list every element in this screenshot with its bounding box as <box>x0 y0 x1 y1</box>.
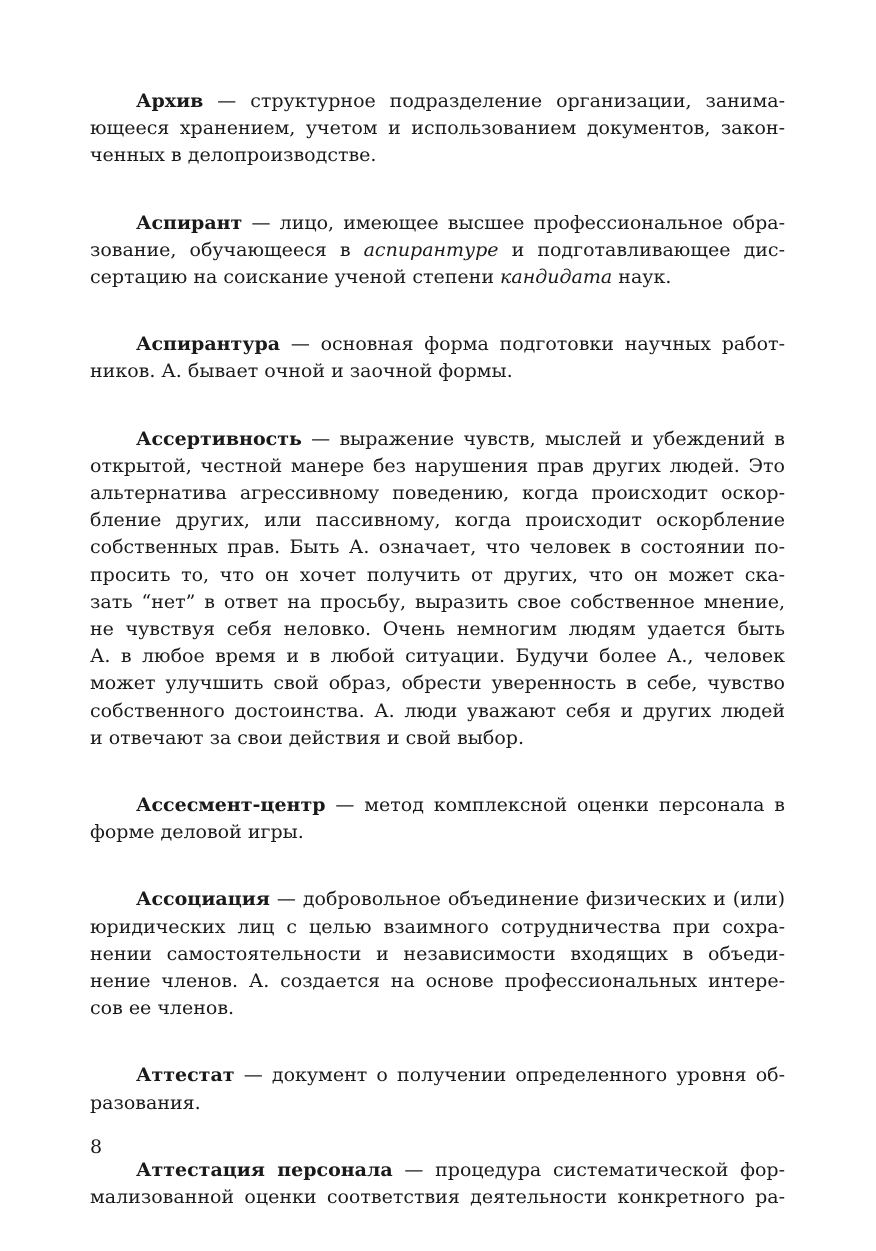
entry-line <box>90 507 785 534</box>
entry-text: сертацию на соискание ученой степени <box>90 266 501 289</box>
entry-line <box>90 995 785 1022</box>
entry-text: альтернатива агрессивному поведению, когда происходит оскор- <box>90 482 785 505</box>
entry-text: — выражение чувств, мыслей и убеждений в <box>301 427 785 450</box>
entry-text: — структурное подразделение организации, занима- <box>203 90 785 112</box>
entry-term: Ассертивность <box>136 427 302 450</box>
entry-text: может улучшить свой образ, обрести уверенность в себе, чувство <box>90 672 785 695</box>
entry-line <box>90 562 785 589</box>
entry-line <box>90 1157 785 1184</box>
glossary-entry <box>90 88 785 170</box>
entry-term: Аттестация персонала <box>136 1158 393 1181</box>
entry-line <box>90 331 785 358</box>
entry-line <box>90 616 785 643</box>
entry-text: ченных в делопроизводстве. <box>90 144 377 167</box>
italic-reference: аспирантуре <box>363 238 499 261</box>
entry-line <box>90 792 785 819</box>
entry-line <box>90 670 785 697</box>
entry-line <box>90 237 785 264</box>
entry-line <box>90 643 785 670</box>
glossary-entry <box>90 426 785 752</box>
glossary-entry <box>90 1157 785 1211</box>
entry-text: сов ее членов. <box>90 997 235 1020</box>
entry-term: Аттестат <box>136 1064 235 1087</box>
italic-reference: кандидата <box>500 266 613 289</box>
entry-term: Ассесмент-центр <box>136 794 326 817</box>
entry-text: открытой, честной манере без нарушения прав других людей. Это <box>90 454 785 477</box>
entry-text: — процедура систематической фор- <box>392 1158 785 1181</box>
entry-text: и подготавливающее дис- <box>498 238 785 261</box>
entry-text: не чувствуя себя неловко. Очень немногим людям удается быть <box>90 618 785 641</box>
entry-text: нение членов. А. создается на основе профессиональных интере- <box>90 970 785 993</box>
entry-text: собственных прав. Быть А. означает, что человек в состоянии по- <box>90 536 785 559</box>
entry-text: просить то, что он хочет получить от других, что он может ска- <box>90 563 785 586</box>
entry-text: ющееся хранением, учетом и использованием документов, закон- <box>90 117 785 140</box>
entry-text: наук. <box>612 266 672 289</box>
entry-term: Архив <box>136 90 204 112</box>
entry-line <box>90 453 785 480</box>
entry-line <box>90 1184 785 1211</box>
entry-text: форме деловой игры. <box>90 821 304 844</box>
glossary-entry <box>90 792 785 846</box>
entry-text: — лицо, имеющее высшее профессиональное обра- <box>242 211 785 234</box>
entry-line <box>90 115 785 142</box>
entry-text: зование, обучающееся в <box>90 238 364 261</box>
entry-line <box>90 914 785 941</box>
entry-line <box>90 1062 785 1089</box>
entry-text: бление других, или пассивному, когда происходит оскорбление <box>90 509 785 532</box>
entry-line <box>90 480 785 507</box>
entry-line <box>90 725 785 752</box>
entry-text: мализованной оценки соответствия деятельности конкретного ра- <box>90 1186 785 1209</box>
entry-line <box>90 534 785 561</box>
entry-text: разования. <box>90 1091 201 1114</box>
entry-line <box>90 886 785 913</box>
entry-line <box>90 698 785 725</box>
entry-line <box>90 819 785 846</box>
page-number: 8 <box>90 1136 103 1158</box>
entry-term: Аспирантура <box>136 333 281 356</box>
entry-line <box>90 264 785 291</box>
entry-line <box>90 210 785 237</box>
entry-line <box>90 426 785 453</box>
entry-line <box>90 1090 785 1117</box>
entry-text: — метод комплексной оценки персонала в <box>325 794 785 817</box>
entry-line <box>90 968 785 995</box>
entry-text: ников. А. бывает очной и заочной формы. <box>90 360 513 383</box>
entry-text: нении самостоятельности и независимости входящих в объеди- <box>90 942 785 965</box>
glossary-entry <box>90 331 785 385</box>
entry-text: собственного достоинства. А. люди уважают себя и других людей <box>90 699 785 722</box>
entry-term: Аспирант <box>136 211 243 234</box>
entry-line <box>90 88 785 115</box>
entry-line <box>90 358 785 385</box>
entry-text: — добровольное объединение физических и (или) <box>269 888 785 911</box>
entry-line <box>90 941 785 968</box>
entry-term: Ассоциация <box>136 888 270 911</box>
glossary-entry <box>90 210 785 292</box>
entry-line <box>90 142 785 169</box>
glossary-entry <box>90 886 785 1022</box>
entry-text: — основная форма подготовки научных работ- <box>280 333 785 356</box>
glossary-entry <box>90 1062 785 1116</box>
entry-text: юридических лиц с целью взаимного сотрудничества при сохра- <box>90 915 785 938</box>
entry-text: А. в любое время и в любой ситуации. Будучи более А., человек <box>90 645 785 668</box>
entry-text: зать “нет” в ответ на просьбу, выразить свое собственное мнение, <box>90 590 785 613</box>
entry-text: — документ о получении определенного уровня об- <box>234 1064 785 1087</box>
entry-text: и отвечают за свои действия и свой выбор. <box>90 726 525 749</box>
page-body <box>90 88 785 1251</box>
entry-line <box>90 589 785 616</box>
